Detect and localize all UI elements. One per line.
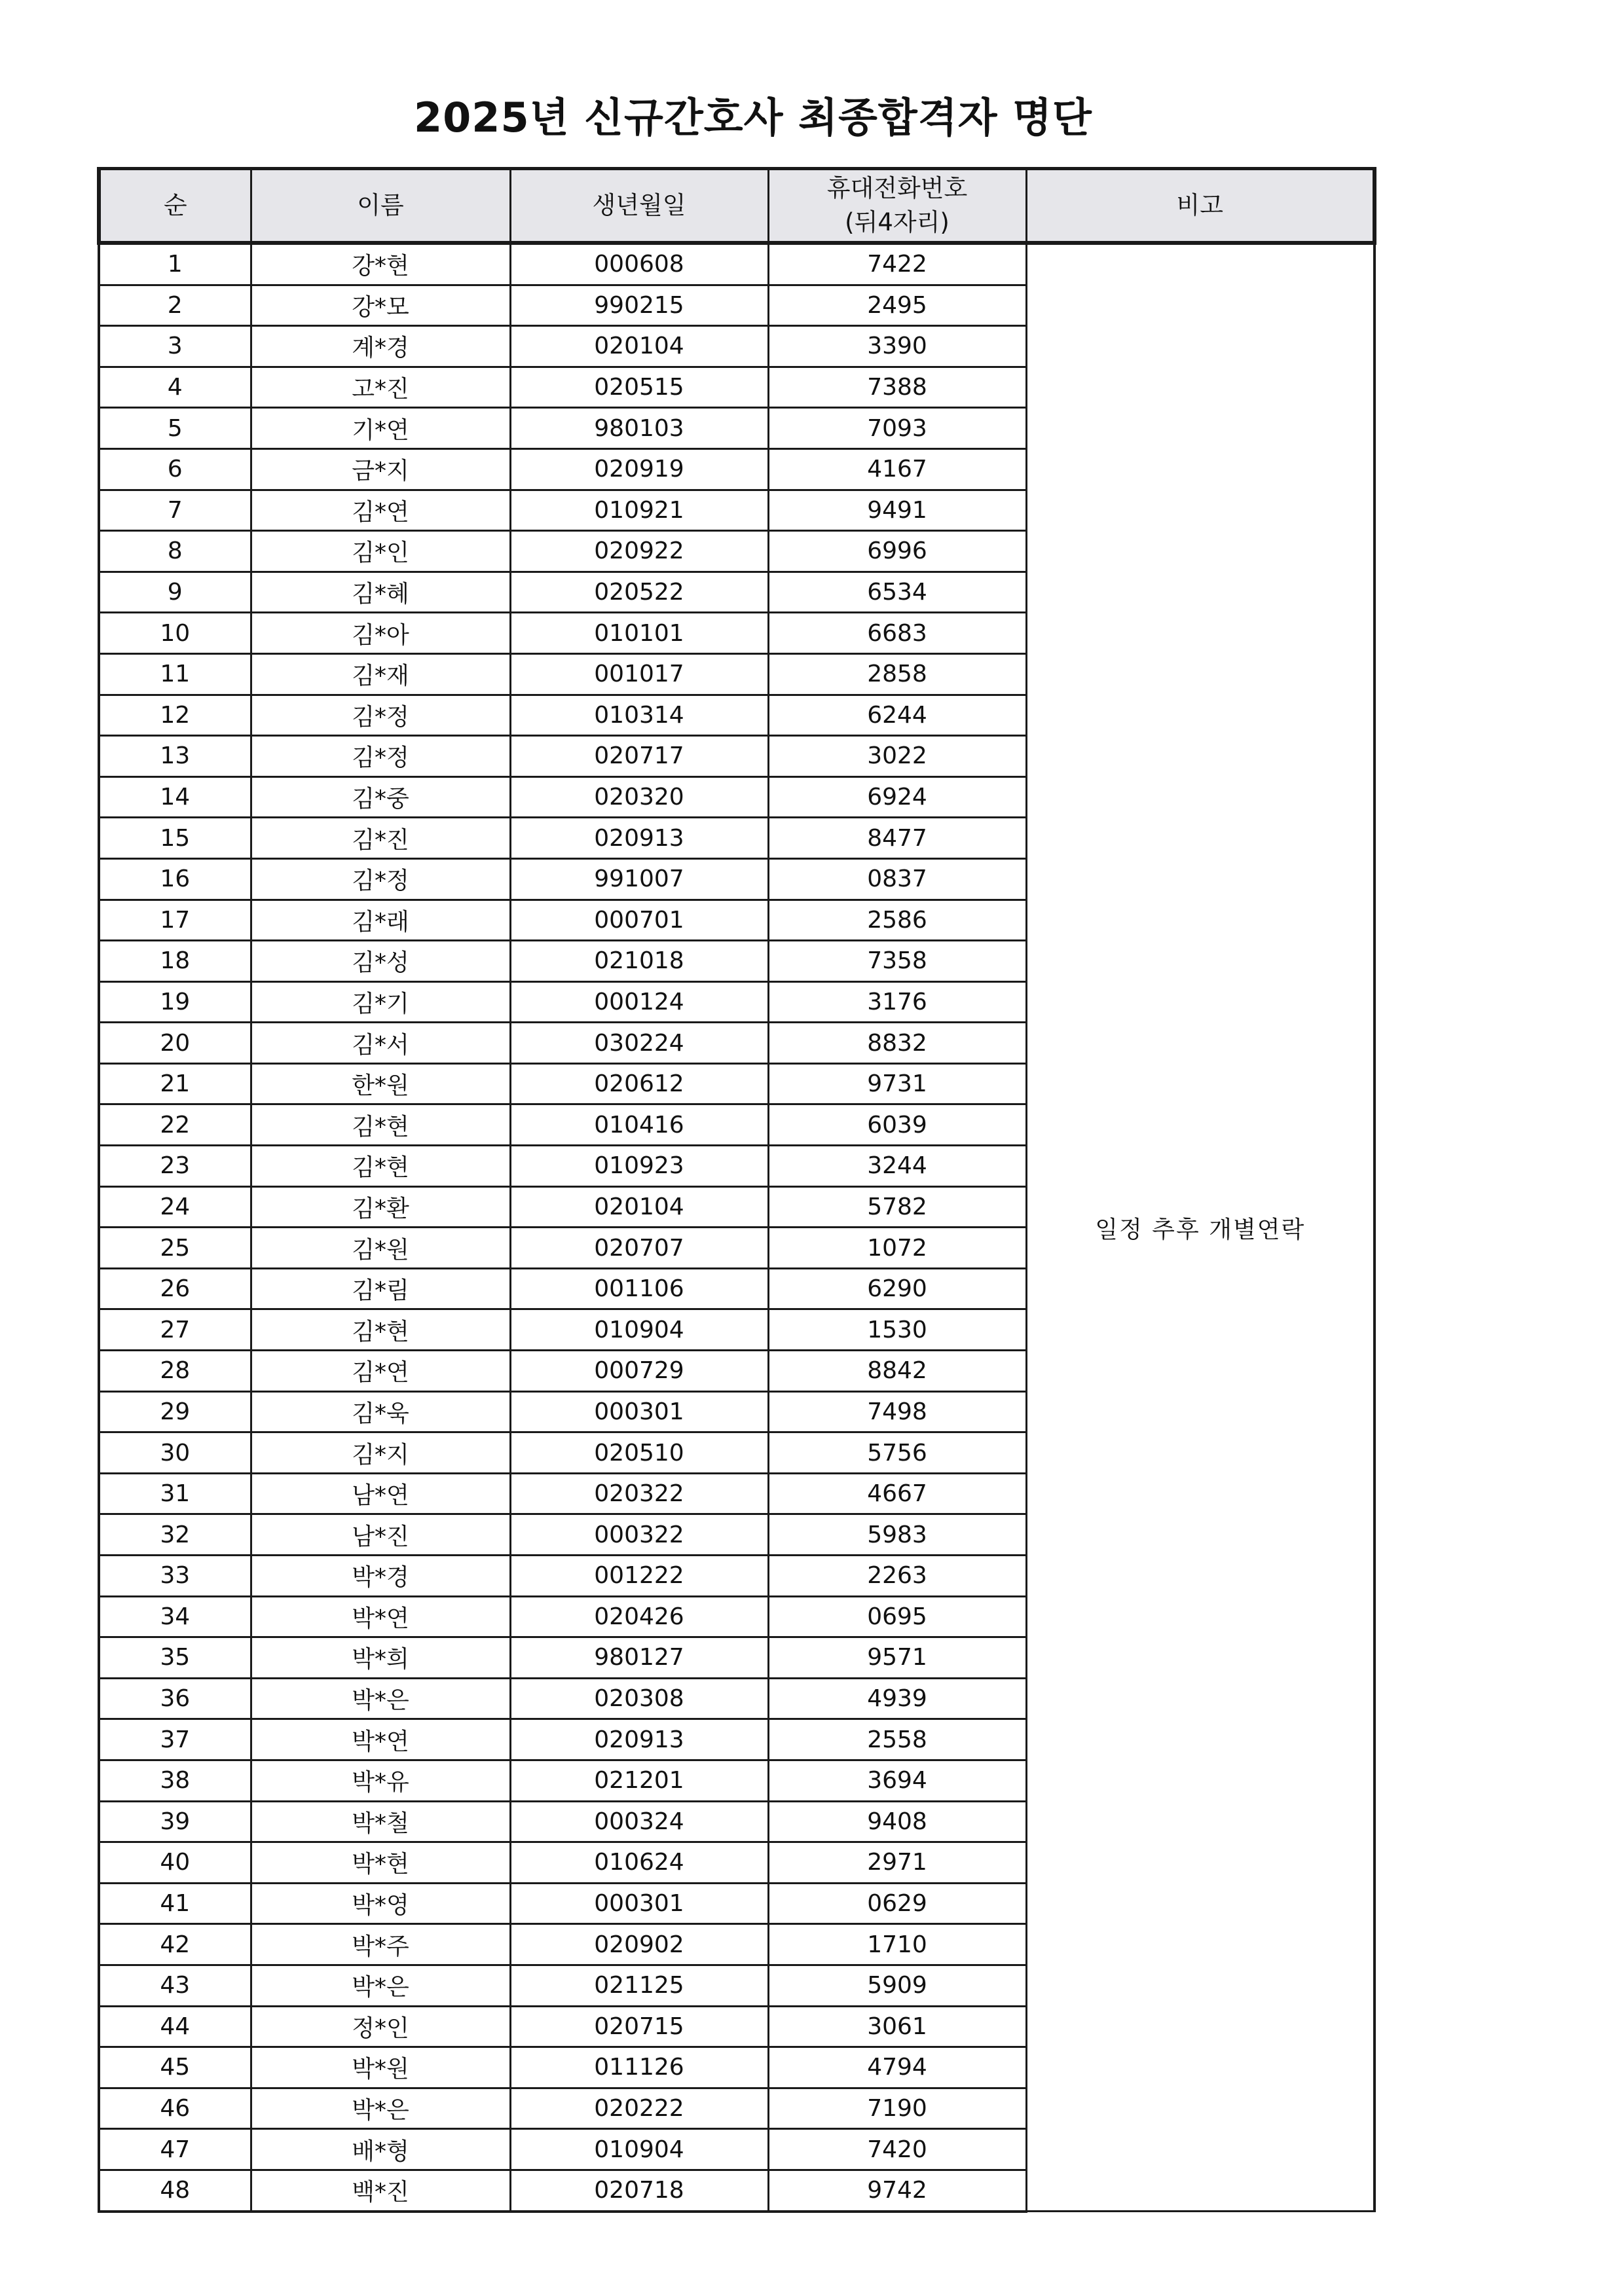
row-name: 박*원 — [251, 2047, 510, 2088]
row-phone: 2971 — [768, 1842, 1026, 1884]
row-phone: 9571 — [768, 1637, 1026, 1679]
row-phone: 7358 — [768, 941, 1026, 982]
row-phone: 7422 — [768, 243, 1026, 285]
row-birth: 010314 — [510, 695, 768, 736]
row-no: 22 — [99, 1104, 251, 1146]
row-name: 김*래 — [251, 900, 510, 941]
row-birth: 001222 — [510, 1556, 768, 1597]
row-name: 박*은 — [251, 2088, 510, 2129]
row-name: 강*현 — [251, 243, 510, 285]
row-name: 배*형 — [251, 2129, 510, 2170]
row-birth: 030224 — [510, 1023, 768, 1064]
row-birth: 990215 — [510, 285, 768, 326]
row-phone: 5983 — [768, 1514, 1026, 1556]
header-row — [99, 169, 1375, 244]
row-phone: 8832 — [768, 1023, 1026, 1064]
row-phone: 9742 — [768, 2170, 1026, 2211]
row-phone: 2586 — [768, 900, 1026, 941]
row-birth: 020612 — [510, 1063, 768, 1104]
row-name: 박*연 — [251, 1596, 510, 1637]
row-birth: 001106 — [510, 1268, 768, 1309]
table-row — [99, 243, 1375, 285]
row-phone: 9408 — [768, 1801, 1026, 1842]
row-birth: 010923 — [510, 1146, 768, 1187]
row-name: 김*인 — [251, 531, 510, 572]
row-no: 7 — [99, 490, 251, 531]
row-no: 28 — [99, 1351, 251, 1392]
header-phone-line2: (뒤4자리) — [845, 208, 950, 236]
row-phone: 5756 — [768, 1432, 1026, 1474]
row-birth: 010101 — [510, 613, 768, 654]
row-name: 남*진 — [251, 1514, 510, 1556]
row-birth: 021125 — [510, 1965, 768, 2006]
row-birth: 020913 — [510, 818, 768, 859]
row-no: 46 — [99, 2088, 251, 2129]
row-no: 41 — [99, 1883, 251, 1924]
row-birth: 980127 — [510, 1637, 768, 1679]
row-no: 13 — [99, 736, 251, 777]
row-birth: 020104 — [510, 326, 768, 367]
row-name: 고*진 — [251, 367, 510, 408]
row-name: 기*연 — [251, 408, 510, 449]
row-phone: 6924 — [768, 776, 1026, 818]
row-name: 김*재 — [251, 653, 510, 695]
row-name: 김*성 — [251, 941, 510, 982]
row-phone: 9731 — [768, 1063, 1026, 1104]
row-phone: 4794 — [768, 2047, 1026, 2088]
row-birth: 000608 — [510, 243, 768, 285]
row-name: 정*인 — [251, 2006, 510, 2047]
row-birth: 020320 — [510, 776, 768, 818]
row-phone: 4667 — [768, 1473, 1026, 1514]
row-birth: 020104 — [510, 1186, 768, 1228]
row-name: 박*주 — [251, 1924, 510, 1965]
row-no: 47 — [99, 2129, 251, 2170]
row-birth: 000701 — [510, 900, 768, 941]
row-no: 21 — [99, 1063, 251, 1104]
row-no: 44 — [99, 2006, 251, 2047]
row-phone: 2263 — [768, 1556, 1026, 1597]
row-name: 김*원 — [251, 1228, 510, 1269]
row-phone: 6244 — [768, 695, 1026, 736]
row-no: 18 — [99, 941, 251, 982]
row-no: 5 — [99, 408, 251, 449]
row-phone: 7190 — [768, 2088, 1026, 2129]
row-no: 23 — [99, 1146, 251, 1187]
row-birth: 011126 — [510, 2047, 768, 2088]
row-birth: 010904 — [510, 1309, 768, 1351]
row-no: 24 — [99, 1186, 251, 1228]
row-name: 김*중 — [251, 776, 510, 818]
row-no: 34 — [99, 1596, 251, 1637]
row-phone: 5782 — [768, 1186, 1026, 1228]
row-phone: 9491 — [768, 490, 1026, 531]
row-birth: 020426 — [510, 1596, 768, 1637]
row-birth: 000301 — [510, 1883, 768, 1924]
row-phone: 6996 — [768, 531, 1026, 572]
row-phone: 0837 — [768, 858, 1026, 900]
row-no: 17 — [99, 900, 251, 941]
table-body — [99, 243, 1375, 2212]
header-name: 이름 — [251, 169, 510, 244]
row-birth: 000322 — [510, 1514, 768, 1556]
row-no: 33 — [99, 1556, 251, 1597]
header-note: 비고 — [1026, 169, 1375, 244]
row-phone: 2495 — [768, 285, 1026, 326]
row-name: 김*진 — [251, 818, 510, 859]
row-birth: 020715 — [510, 2006, 768, 2047]
row-phone: 7093 — [768, 408, 1026, 449]
row-no: 14 — [99, 776, 251, 818]
row-birth: 010624 — [510, 1842, 768, 1884]
row-name: 김*정 — [251, 736, 510, 777]
row-phone: 7420 — [768, 2129, 1026, 2170]
row-phone: 7388 — [768, 367, 1026, 408]
row-birth: 980103 — [510, 408, 768, 449]
row-birth: 020902 — [510, 1924, 768, 1965]
row-phone: 3061 — [768, 2006, 1026, 2047]
row-name: 김*연 — [251, 490, 510, 531]
row-birth: 020717 — [510, 736, 768, 777]
row-phone: 3176 — [768, 981, 1026, 1023]
row-name: 김*아 — [251, 613, 510, 654]
row-phone: 8477 — [768, 818, 1026, 859]
row-name: 박*영 — [251, 1883, 510, 1924]
row-no: 10 — [99, 613, 251, 654]
row-birth: 020308 — [510, 1678, 768, 1719]
row-name: 금*지 — [251, 448, 510, 490]
row-name: 남*연 — [251, 1473, 510, 1514]
row-phone: 1072 — [768, 1228, 1026, 1269]
row-no: 30 — [99, 1432, 251, 1474]
row-no: 25 — [99, 1228, 251, 1269]
row-name: 김*현 — [251, 1309, 510, 1351]
roster-table — [97, 167, 1376, 2213]
row-birth: 020919 — [510, 448, 768, 490]
row-name: 한*원 — [251, 1063, 510, 1104]
row-phone: 6534 — [768, 572, 1026, 613]
row-birth: 000324 — [510, 1801, 768, 1842]
row-phone: 8842 — [768, 1351, 1026, 1392]
row-no: 35 — [99, 1637, 251, 1679]
row-birth: 020322 — [510, 1473, 768, 1514]
row-birth: 020515 — [510, 367, 768, 408]
row-no: 20 — [99, 1023, 251, 1064]
row-name: 박*현 — [251, 1842, 510, 1884]
row-phone: 6683 — [768, 613, 1026, 654]
row-birth: 020510 — [510, 1432, 768, 1474]
row-no: 1 — [99, 243, 251, 285]
row-name: 김*현 — [251, 1104, 510, 1146]
row-no: 42 — [99, 1924, 251, 1965]
row-birth: 010416 — [510, 1104, 768, 1146]
row-name: 김*혜 — [251, 572, 510, 613]
row-birth: 000729 — [510, 1351, 768, 1392]
row-no: 19 — [99, 981, 251, 1023]
row-name: 박*철 — [251, 1801, 510, 1842]
row-phone: 3390 — [768, 326, 1026, 367]
row-phone: 6039 — [768, 1104, 1026, 1146]
row-no: 9 — [99, 572, 251, 613]
row-birth: 000124 — [510, 981, 768, 1023]
row-phone: 0629 — [768, 1883, 1026, 1924]
row-name: 김*현 — [251, 1146, 510, 1187]
row-name: 김*욱 — [251, 1391, 510, 1432]
row-no: 43 — [99, 1965, 251, 2006]
table-header — [99, 169, 1375, 244]
row-no: 48 — [99, 2170, 251, 2211]
row-name: 박*은 — [251, 1965, 510, 2006]
row-birth: 020522 — [510, 572, 768, 613]
row-name: 김*서 — [251, 1023, 510, 1064]
row-no: 38 — [99, 1760, 251, 1801]
row-no: 31 — [99, 1473, 251, 1514]
row-birth: 020913 — [510, 1719, 768, 1760]
row-no: 2 — [99, 285, 251, 326]
row-no: 6 — [99, 448, 251, 490]
row-no: 37 — [99, 1719, 251, 1760]
row-phone: 3694 — [768, 1760, 1026, 1801]
note-cell: 일정 추후 개별연락 — [1026, 243, 1375, 2212]
row-no: 29 — [99, 1391, 251, 1432]
row-birth: 021018 — [510, 941, 768, 982]
row-name: 김*연 — [251, 1351, 510, 1392]
row-no: 27 — [99, 1309, 251, 1351]
row-name: 계*경 — [251, 326, 510, 367]
row-name: 김*환 — [251, 1186, 510, 1228]
page-title: 2025년 신규간호사 최종합격자 명단 — [414, 94, 1092, 141]
row-name: 박*유 — [251, 1760, 510, 1801]
row-birth: 001017 — [510, 653, 768, 695]
row-no: 16 — [99, 858, 251, 900]
row-no: 39 — [99, 1801, 251, 1842]
row-no: 12 — [99, 695, 251, 736]
row-no: 45 — [99, 2047, 251, 2088]
row-no: 8 — [99, 531, 251, 572]
row-phone: 3244 — [768, 1146, 1026, 1187]
row-name: 김*기 — [251, 981, 510, 1023]
row-phone: 5909 — [768, 1965, 1026, 2006]
row-phone: 3022 — [768, 736, 1026, 777]
row-name: 박*연 — [251, 1719, 510, 1760]
row-no: 32 — [99, 1514, 251, 1556]
row-birth: 020718 — [510, 2170, 768, 2211]
row-phone: 4167 — [768, 448, 1026, 490]
row-no: 4 — [99, 367, 251, 408]
row-name: 박*경 — [251, 1556, 510, 1597]
row-no: 11 — [99, 653, 251, 695]
row-name: 김*정 — [251, 858, 510, 900]
row-phone: 1530 — [768, 1309, 1026, 1351]
row-no: 36 — [99, 1678, 251, 1719]
row-phone: 7498 — [768, 1391, 1026, 1432]
row-name: 김*림 — [251, 1268, 510, 1309]
row-phone: 2558 — [768, 1719, 1026, 1760]
row-name: 박*희 — [251, 1637, 510, 1679]
header-no: 순 — [99, 169, 251, 244]
row-birth: 010921 — [510, 490, 768, 531]
header-phone-line1: 휴대전화번호 — [826, 174, 968, 202]
row-phone: 2858 — [768, 653, 1026, 695]
row-birth: 021201 — [510, 1760, 768, 1801]
row-name: 백*진 — [251, 2170, 510, 2211]
header-birth: 생년월일 — [510, 169, 768, 244]
row-name: 김*정 — [251, 695, 510, 736]
header-phone — [768, 169, 1026, 244]
row-birth: 991007 — [510, 858, 768, 900]
row-phone: 4939 — [768, 1678, 1026, 1719]
row-birth: 010904 — [510, 2129, 768, 2170]
row-name: 김*지 — [251, 1432, 510, 1474]
row-phone: 1710 — [768, 1924, 1026, 1965]
row-no: 3 — [99, 326, 251, 367]
row-phone: 0695 — [768, 1596, 1026, 1637]
row-name: 강*모 — [251, 285, 510, 326]
row-no: 26 — [99, 1268, 251, 1309]
row-name: 박*은 — [251, 1678, 510, 1719]
row-no: 40 — [99, 1842, 251, 1884]
row-birth: 020922 — [510, 531, 768, 572]
row-phone: 6290 — [768, 1268, 1026, 1309]
row-birth: 000301 — [510, 1391, 768, 1432]
row-birth: 020707 — [510, 1228, 768, 1269]
row-birth: 020222 — [510, 2088, 768, 2129]
row-no: 15 — [99, 818, 251, 859]
